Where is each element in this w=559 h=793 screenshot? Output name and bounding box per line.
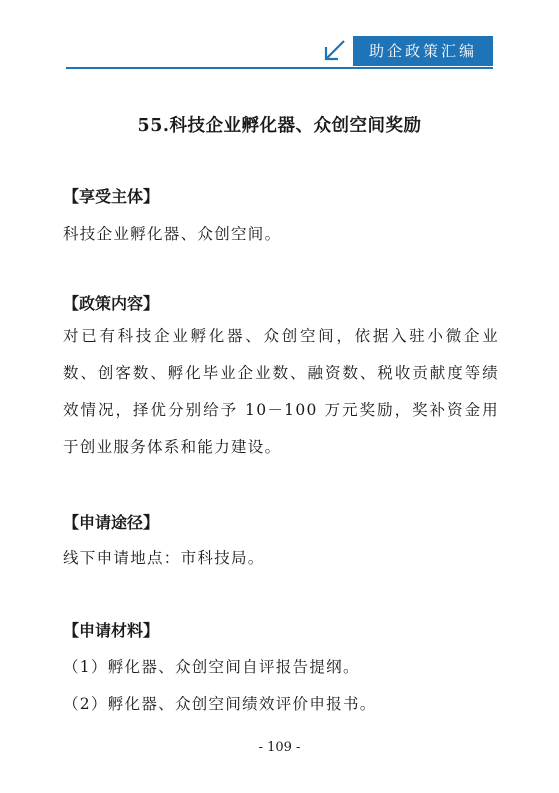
material-item: （2）孵化器、众创空间绩效评价申报书。 bbox=[63, 695, 377, 713]
section-heading-channel: 【申请途径】 bbox=[63, 513, 160, 532]
material-item: （1）孵化器、众创空间自评报告提纲。 bbox=[63, 658, 360, 676]
section-text-channel: 线下申请地点：市科技局。 bbox=[63, 549, 265, 567]
section-heading-content: 【政策内容】 bbox=[63, 294, 160, 313]
section-heading-beneficiary: 【享受主体】 bbox=[63, 187, 160, 206]
arrow-down-left-icon bbox=[320, 37, 348, 65]
section-text-content: 对已有科技企业孵化器、众创空间，依据入驻小微企业数、创客数、孵化毕业企业数、融资数、税收贡献度等绩效情况，择优分别给予 10－100 万元奖励，奖补资金用于创业服务体系和能力建设。 bbox=[63, 327, 499, 456]
page-title: 55.科技企业孵化器、众创空间奖励 bbox=[137, 116, 422, 136]
header-tab: 助企政策汇编 bbox=[353, 36, 493, 66]
section-heading-materials: 【申请材料】 bbox=[63, 621, 160, 640]
header-rule bbox=[66, 67, 493, 69]
page-number: - 109 - bbox=[258, 740, 301, 755]
section-text-beneficiary: 科技企业孵化器、众创空间。 bbox=[63, 225, 282, 243]
